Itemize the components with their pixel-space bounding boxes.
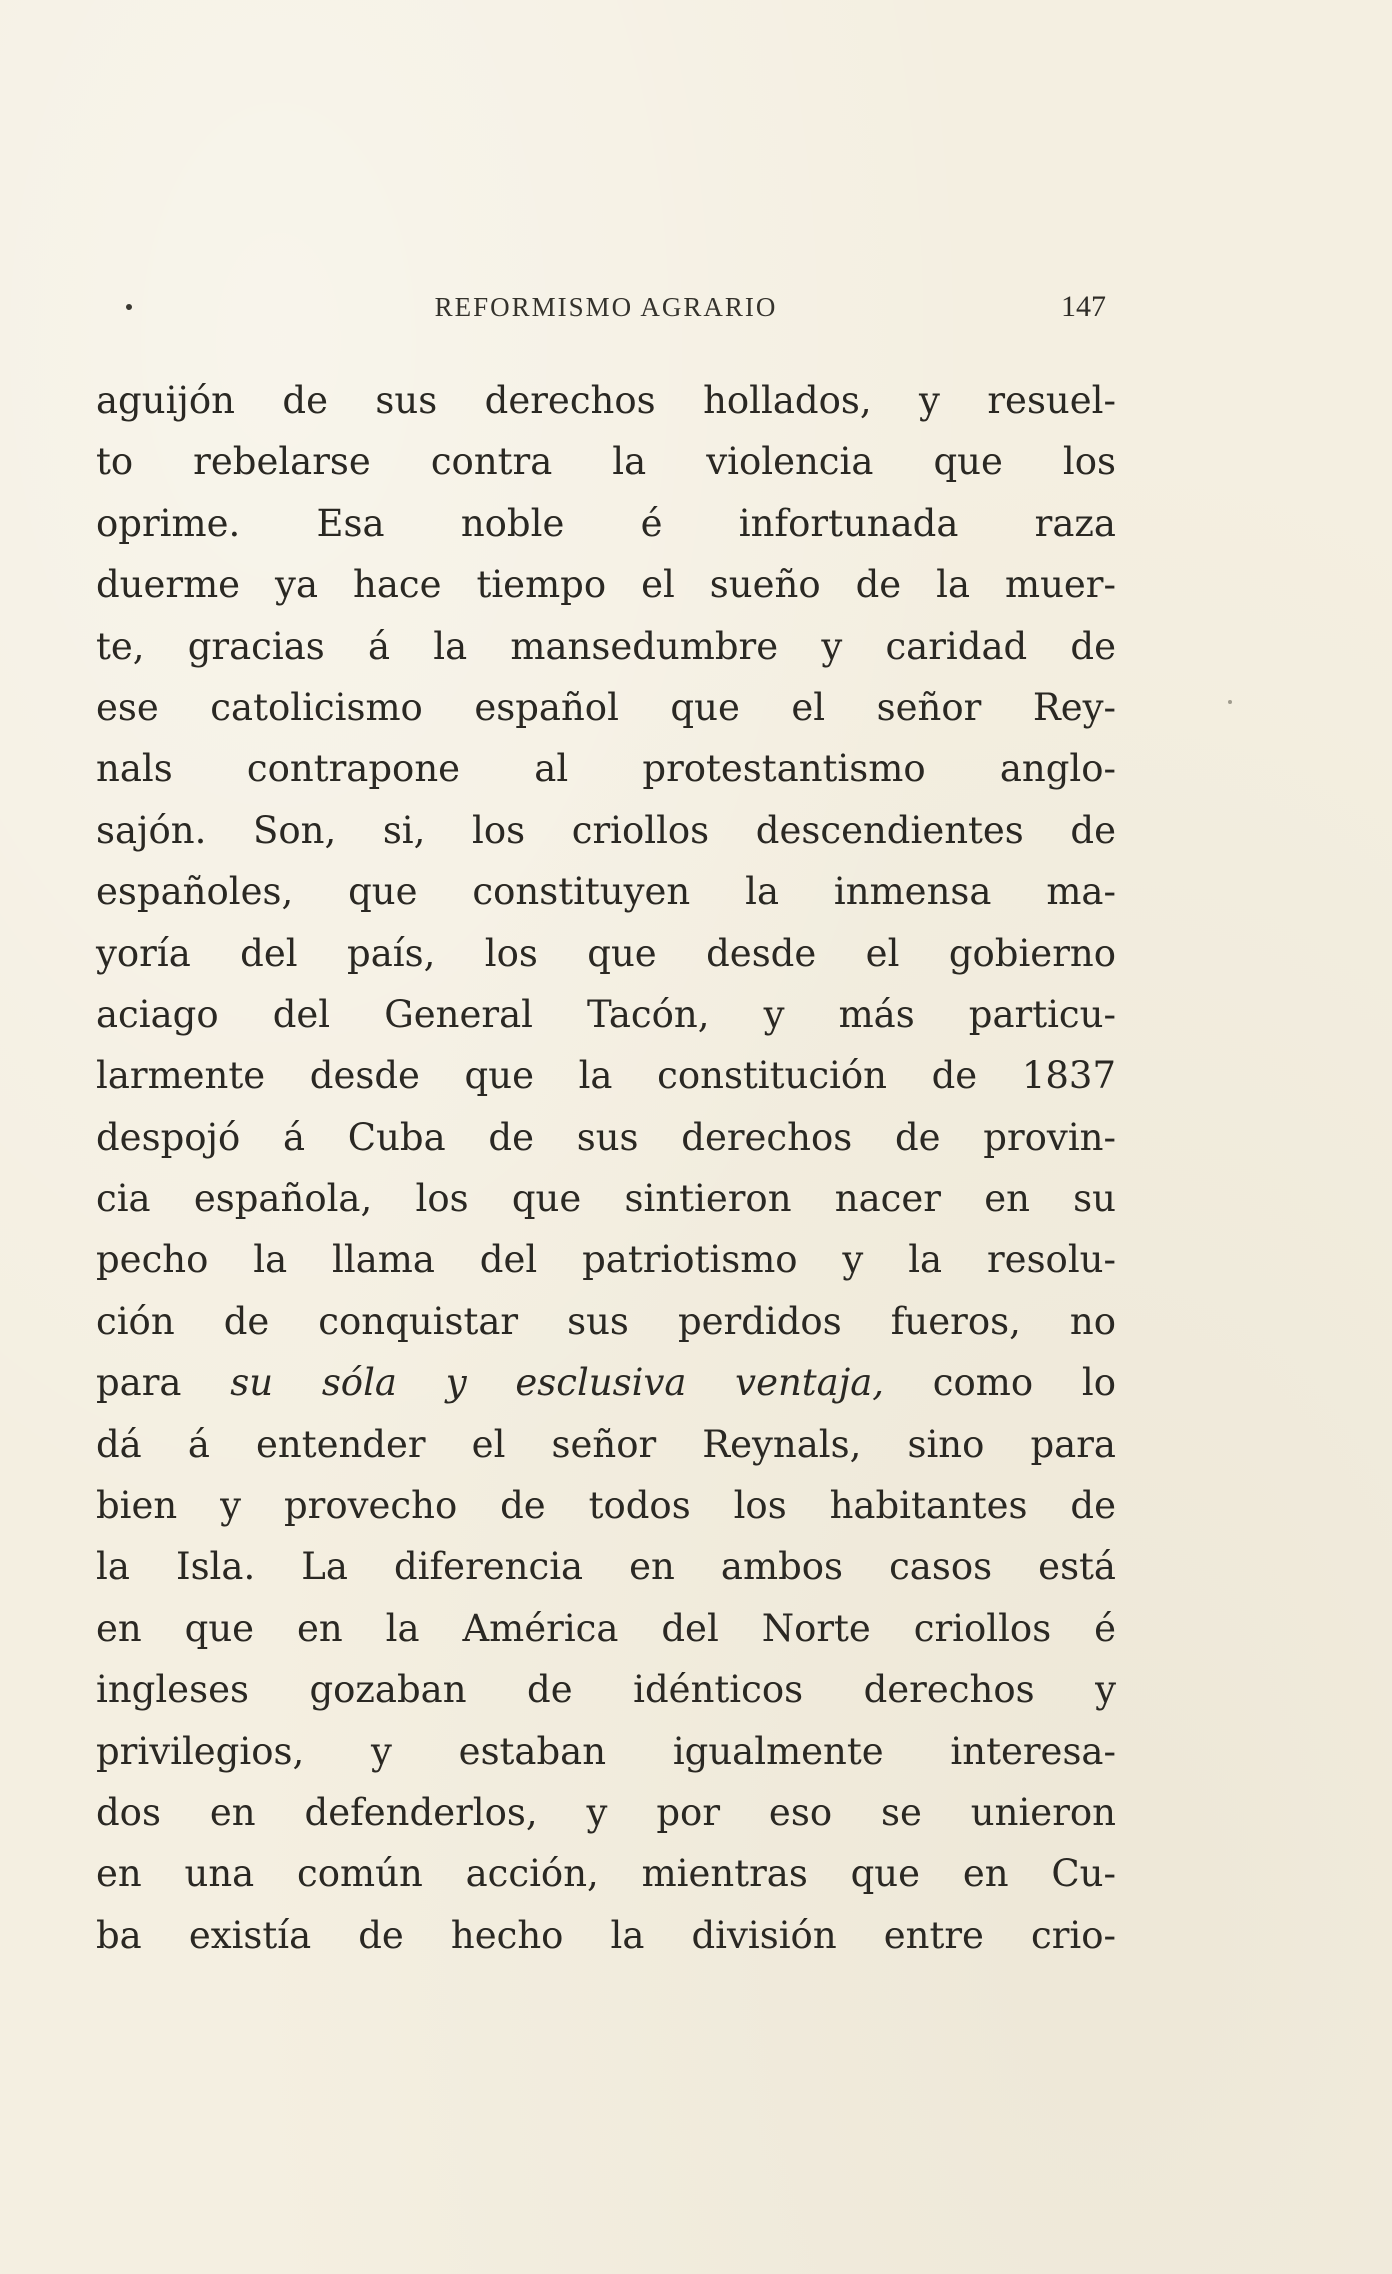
text-line: ingleses gozaban de idénticos derechos y [96,1668,1116,1712]
text-line-italic-phrase [96,1352,1116,1413]
text-line: pecho la llama del patriotismo y la resolu- [96,1238,1116,1282]
text-line: ción de conquistar sus perdidos fueros, no [96,1299,1116,1343]
text-line: oprime. Esa noble é infortunada raza [96,501,1116,545]
text-line: nals contrapone al protestantismo anglo- [96,747,1116,791]
body-text [96,370,1116,1966]
running-head [96,288,1116,328]
text-line: to rebelarse contra la violencia que los [96,440,1116,484]
text-line: en que en la América del Norte criollos é [96,1606,1116,1650]
text-line: en una común acción, mientras que en Cu- [96,1852,1116,1896]
text-line: dos en defenderlos, y por eso se unieron [96,1790,1116,1834]
text-line: aguijón de sus derechos hollados, y resuel- [96,379,1116,422]
text-line: despojó á Cuba de sus derechos de provin- [96,1115,1116,1159]
text-line: cia española, los que sintieron nacer en su [96,1177,1116,1221]
text-line: dá á entender el señor Reynals, sino para [96,1422,1116,1466]
line-segment: para [96,1361,231,1405]
text-line: yoría del país, los que desde el gobierno [96,931,1116,975]
text-line: privilegios, y estaban igualmente interesa- [96,1729,1116,1773]
text-line: larmente desde que la constitución de 1837 [96,1054,1116,1098]
text-line: sajón. Son, si, los criollos descendientes de [96,808,1116,852]
text-line: duerme ya hace tiempo el sueño de la muer- [96,563,1116,607]
italic-phrase: su sóla y esclusiva ventaja, [230,1361,885,1405]
text-line: la Isla. La diferencia en ambos casos está [96,1545,1116,1589]
line-segment: como lo [884,1361,1116,1405]
text-line: españoles, que constituyen la inmensa ma- [96,870,1116,914]
text-line: ese catolicismo español que el señor Rey- [96,685,1116,729]
text-line: aciago del General Tacón, y más particu- [96,992,1116,1036]
running-head-title: REFORMISMO AGRARIO [434,292,778,322]
paper-speck [1228,700,1232,704]
text-line: bien y provecho de todos los habitantes de [96,1484,1116,1528]
text-line: ba existía de hecho la división entre crio- [96,1913,1116,1957]
page-number: 147 [1061,290,1106,323]
text-line: te, gracias á la mansedumbre y caridad de [96,624,1116,668]
